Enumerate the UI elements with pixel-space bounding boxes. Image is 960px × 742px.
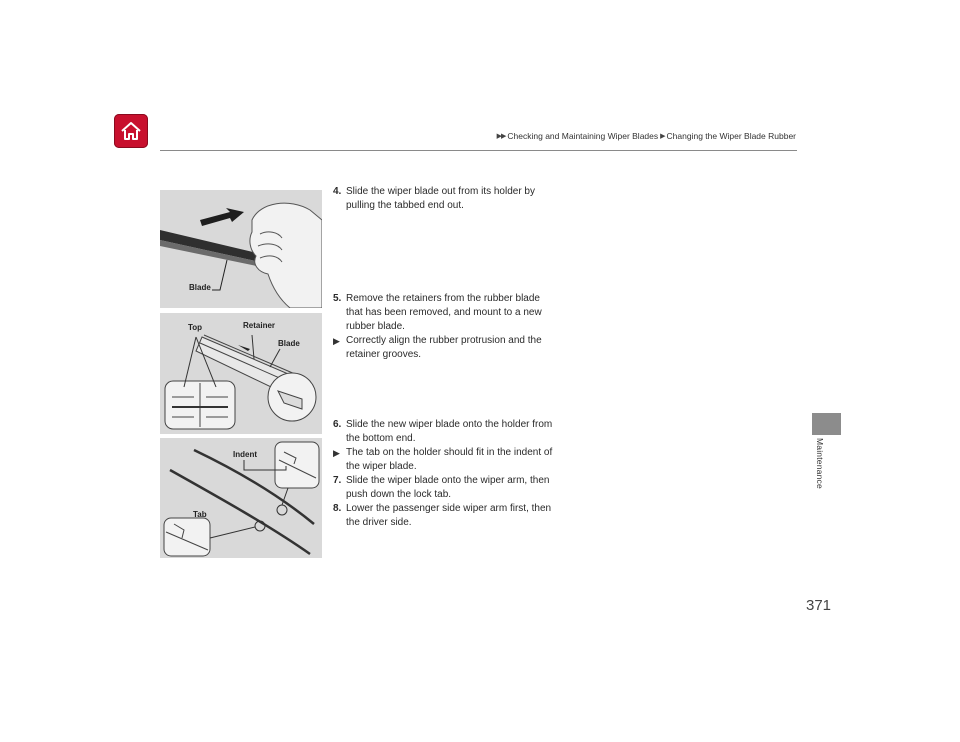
callout-tab: Tab <box>193 510 207 519</box>
triangle-right-icon: ▶ <box>333 448 340 458</box>
callout-indent: Indent <box>233 450 257 459</box>
breadcrumb-arrow-icon: ▶ <box>660 133 665 140</box>
home-button[interactable] <box>114 114 148 148</box>
callout-blade: Blade <box>278 339 300 348</box>
note-text: The tab on the holder should fit in the indent of the wiper blade. <box>346 447 553 472</box>
home-icon <box>119 119 143 143</box>
header-divider <box>160 150 797 151</box>
step-6 <box>333 418 555 446</box>
step-number: 6. <box>333 419 342 430</box>
breadcrumb-link-wiper-blades[interactable]: Checking and Maintaining Wiper Blades <box>507 131 659 141</box>
triangle-right-icon: ▶ <box>333 336 340 346</box>
step-number: 4. <box>333 186 342 197</box>
step-7 <box>333 474 555 502</box>
step-note <box>333 334 555 362</box>
callout-retainer: Retainer <box>243 321 276 330</box>
note-text: Correctly align the rubber protrusion and the retainer grooves. <box>346 335 542 360</box>
step-8 <box>333 502 555 530</box>
callout-blade: Blade <box>189 283 211 292</box>
step-number: 7. <box>333 475 342 486</box>
breadcrumb <box>497 131 796 141</box>
figure-retainers <box>160 313 322 434</box>
step-text: Slide the wiper blade out from its holder by pulling the tabbed end out. <box>346 186 535 211</box>
step-text: Remove the retainers from the rubber blade that has been removed, and mount to a new rubber blade. <box>346 293 542 332</box>
step-note <box>333 446 555 474</box>
step-text: Slide the new wiper blade onto the holder from the bottom end. <box>346 419 553 444</box>
step-5 <box>333 292 555 334</box>
figure-remove-blade <box>160 190 322 308</box>
step-number: 5. <box>333 293 342 304</box>
section-tab-label: Maintenance <box>815 438 825 489</box>
step-text: Slide the wiper blade onto the wiper arm, then push down the lock tab. <box>346 475 550 500</box>
page-number: 371 <box>806 597 832 614</box>
instruction-steps <box>333 185 555 530</box>
breadcrumb-arrow-icon: ▶▶ <box>496 133 506 140</box>
figure-new-blade <box>160 438 322 558</box>
breadcrumb-current-page: Changing the Wiper Blade Rubber <box>666 131 796 141</box>
step-text: Lower the passenger side wiper arm first, then the driver side. <box>346 503 552 528</box>
step-4 <box>333 185 555 213</box>
step-number: 8. <box>333 503 342 514</box>
section-tab[interactable] <box>812 413 841 435</box>
callout-top: Top <box>188 323 203 332</box>
